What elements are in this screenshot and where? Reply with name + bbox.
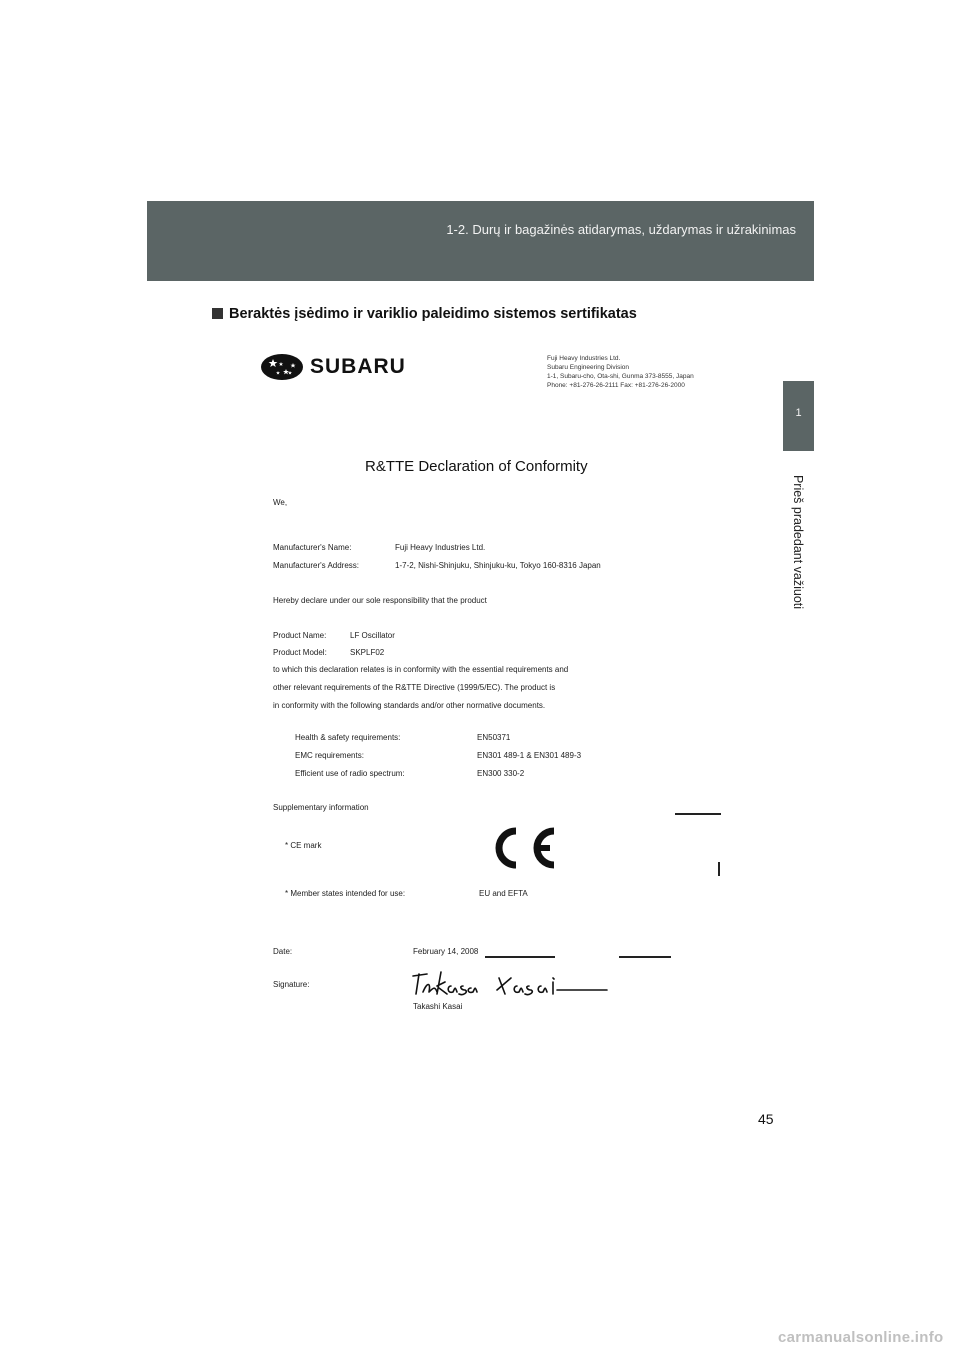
manufacturer-name: Fuji Heavy Industries Ltd.: [395, 543, 486, 552]
decorative-rule: [675, 813, 721, 815]
date-underline: [485, 956, 555, 958]
address-line: Fuji Heavy Industries Ltd.: [547, 355, 621, 362]
conformity-line: to which this declaration relates is in conformity with the essential requirements and: [273, 665, 569, 674]
subaru-wordmark: SUBARU: [310, 355, 406, 378]
member-states-value: EU and EFTA: [479, 889, 528, 898]
product-name-label: Product Name:: [273, 631, 327, 640]
product-model-label: Product Model:: [273, 648, 327, 657]
manufacturer-address-label: Manufacturer's Address:: [273, 561, 360, 570]
declaration-line: Hereby declare under our sole responsibility that the product: [273, 596, 487, 605]
conformity-line: other relevant requirements of the R&TTE Directive (1999/5/EC). The product is: [273, 683, 556, 692]
date-label: Date:: [273, 947, 293, 956]
chapter-header-bar: [147, 201, 814, 281]
product-model: SKPLF02: [350, 648, 385, 657]
certificate-title: R&TTE Declaration of Conformity: [365, 458, 588, 475]
standard-value: EN301 489-1 & EN301 489-3: [477, 751, 582, 760]
certificate-image: [255, 340, 735, 1030]
supplementary-label: Supplementary information: [273, 803, 369, 812]
signature-label: Signature:: [273, 980, 310, 989]
address-line: Subaru Engineering Division: [547, 364, 630, 371]
manufacturer-address-block: [547, 354, 737, 390]
watermark: carmanualsonline.info: [778, 1329, 944, 1346]
standard-label: Efficient use of radio spectrum:: [295, 769, 405, 778]
decorative-tick: [718, 862, 720, 876]
standard-value: EN50371: [477, 733, 511, 742]
subaru-stars-icon: [260, 352, 304, 382]
we-label: We,: [273, 498, 288, 507]
chapter-number: 1: [795, 407, 802, 419]
signer-name: Takashi Kasai: [413, 1002, 463, 1011]
subaru-logo: [260, 352, 410, 382]
chapter-header-title: 1-2. Durų ir bagažinės atidarymas, uždarymas ir užrakinimas: [446, 222, 796, 237]
address-line: Phone: +81-276-26-2111 Fax: +81-276-26-2000: [547, 382, 685, 389]
standard-value: EN300 330-2: [477, 769, 525, 778]
decorative-rule: [619, 956, 671, 958]
chapter-side-tab: [783, 381, 814, 451]
manufacturer-address: 1-7-2, Nishi-Shinjuku, Shinjuku-ku, Tokyo 160-8316 Japan: [395, 561, 601, 570]
page-number: 45: [758, 1111, 774, 1127]
conformity-line: in conformity with the following standards and/or other normative documents.: [273, 701, 546, 710]
product-name: LF Oscillator: [350, 631, 395, 640]
chapter-side-label: Prieš pradedant važiuoti: [791, 474, 805, 610]
section-title: Beraktės įsėdimo ir variklio paleidimo sistemos sertifikatas: [229, 306, 637, 322]
ce-mark-label: * CE mark: [285, 841, 322, 850]
ce-mark-icon: [488, 823, 560, 873]
member-states-label: * Member states intended for use:: [285, 889, 406, 898]
manufacturer-name-label: Manufacturer's Name:: [273, 543, 352, 552]
standard-label: EMC requirements:: [295, 751, 364, 760]
standard-label: Health & safety requirements:: [295, 733, 401, 742]
date-value: February 14, 2008: [413, 947, 479, 956]
address-line: 1-1, Subaru-cho, Ota-shi, Gunma 373-8555, Japan: [547, 373, 694, 380]
handwritten-signature: [407, 968, 632, 1000]
square-bullet-icon: [212, 308, 223, 319]
section-heading: [212, 306, 637, 322]
